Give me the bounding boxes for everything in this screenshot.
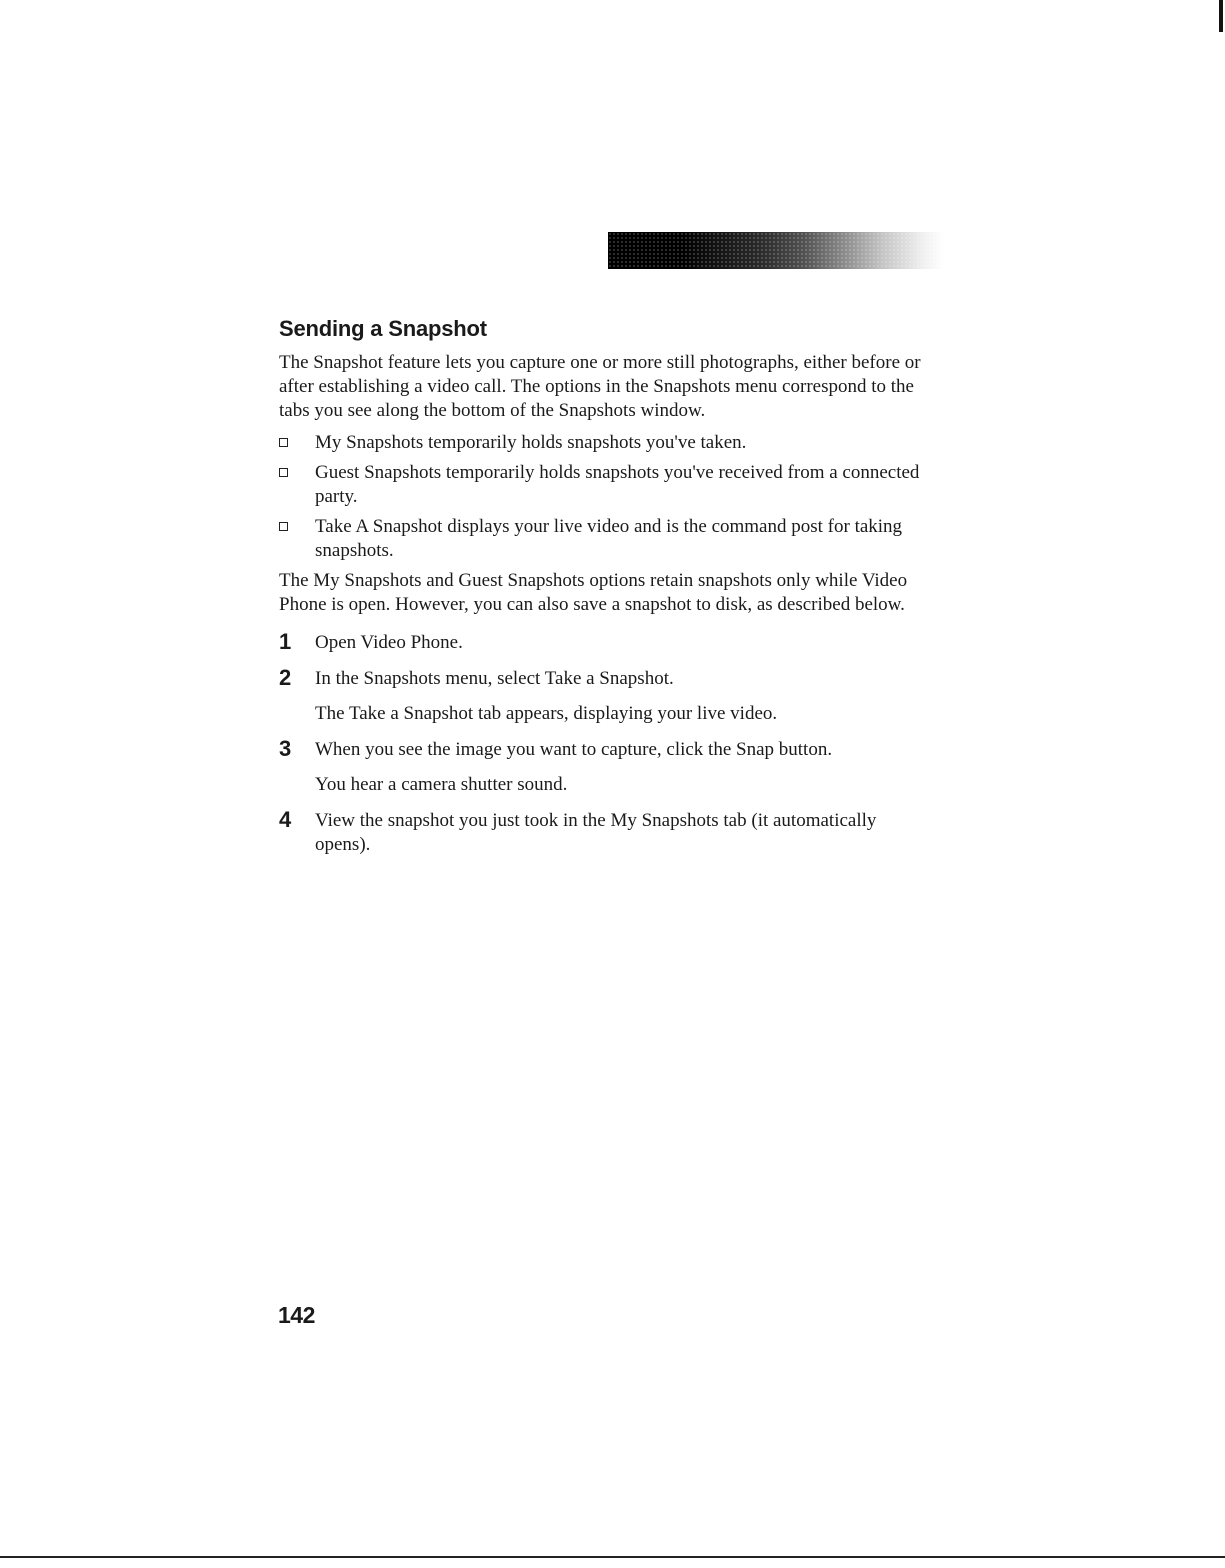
step-number: 4 <box>279 807 292 832</box>
steps-list <box>279 631 929 857</box>
step-text: View the snapshot you just took in the My Snapshots tab (it automatically opens). <box>315 810 877 855</box>
section-title: Sending a Snapshot <box>279 316 487 341</box>
step-number: 1 <box>279 629 292 654</box>
step-result: The Take a Snapshot tab appears, displaying your live video. <box>315 703 778 724</box>
step-item <box>279 631 929 655</box>
list-item <box>279 515 929 563</box>
bullet-text: Take A Snapshot displays your live video and is the command post for taking snapshots. <box>315 516 903 561</box>
checkbox-bullet-icon <box>279 438 288 447</box>
options-list <box>279 431 929 563</box>
step-item <box>279 809 929 857</box>
bullet-text: My Snapshots temporarily holds snapshots you've taken. <box>315 432 747 453</box>
step-item <box>279 738 929 797</box>
page-content <box>279 314 929 869</box>
note-paragraph: The My Snapshots and Guest Snapshots options retain snapshots only while Video Phone is open. However, you can also save a snapshot to disk, as described below. <box>279 570 908 615</box>
step-text: Open Video Phone. <box>315 632 463 653</box>
step-result: You hear a camera shutter sound. <box>315 774 568 795</box>
page-edge-mark <box>1219 0 1223 32</box>
bottom-rule <box>0 1556 1225 1558</box>
checkbox-bullet-icon <box>279 468 288 477</box>
step-number: 2 <box>279 665 292 690</box>
list-item <box>279 431 929 455</box>
page-number: 142 <box>278 1302 315 1328</box>
bullet-text: Guest Snapshots temporarily holds snapshots you've received from a connected party. <box>315 462 920 507</box>
chapter-header-bar <box>608 232 944 269</box>
checkbox-bullet-icon <box>279 522 288 531</box>
list-item <box>279 461 929 509</box>
step-number: 3 <box>279 736 292 761</box>
step-text: When you see the image you want to capture, click the Snap button. <box>315 739 833 760</box>
step-text: In the Snapshots menu, select Take a Snapshot. <box>315 668 674 689</box>
intro-paragraph: The Snapshot feature lets you capture one or more still photographs, either before or after establishing a video call. The options in the Snapshots menu correspond to the tabs you see along the bottom of the Snapshots window. <box>279 352 921 421</box>
step-item <box>279 667 929 726</box>
